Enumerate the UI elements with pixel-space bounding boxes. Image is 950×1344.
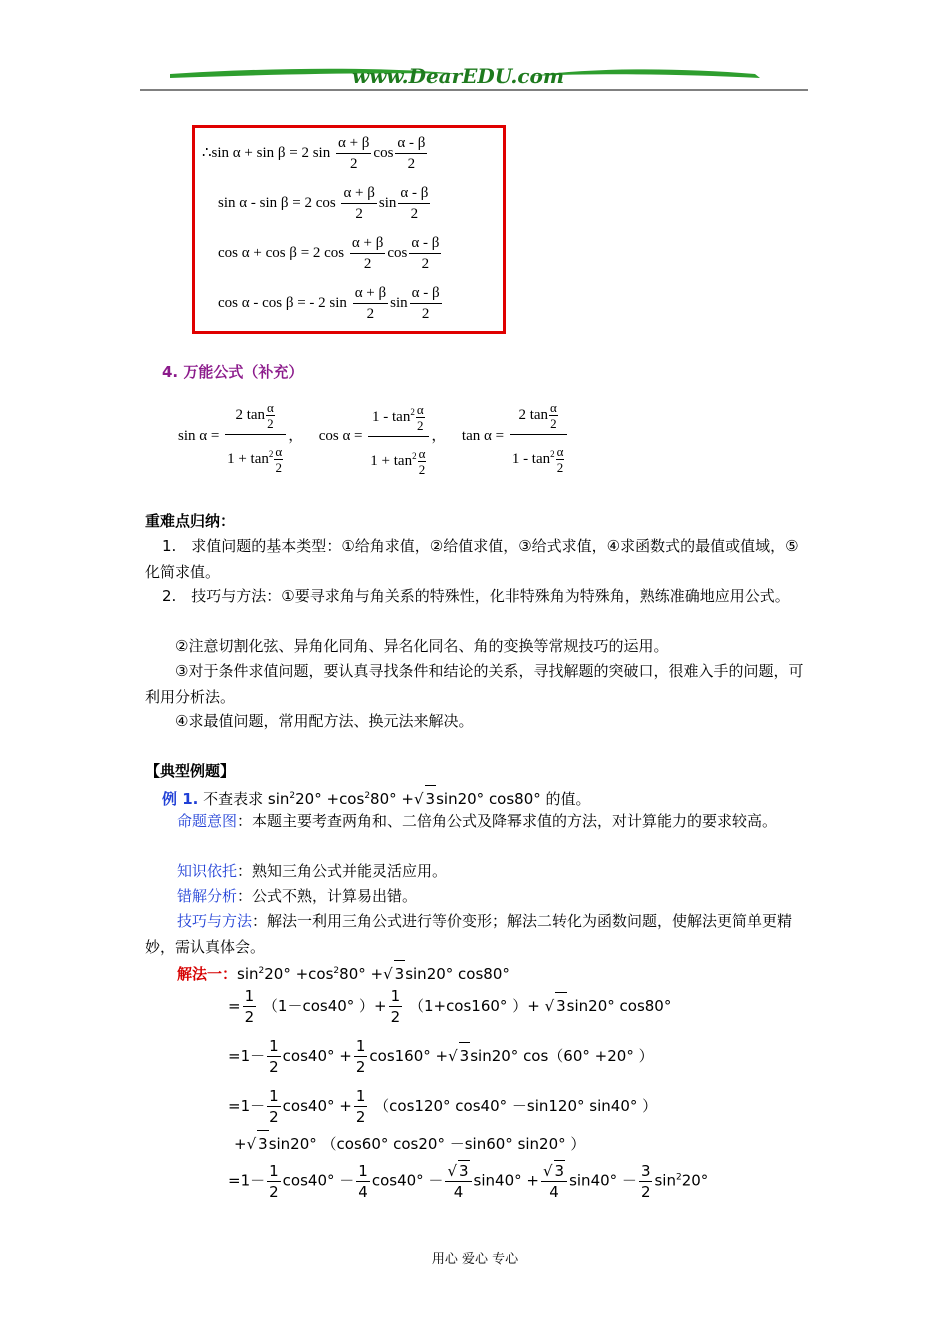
step-1-eq: = [228, 997, 241, 1015]
step-5-a: cos40° － [282, 1171, 355, 1190]
two: 2 [550, 415, 557, 431]
frac-num: α - β [410, 283, 442, 304]
frac-den: 2 [390, 1008, 401, 1026]
sqrt-sign: √ [447, 1162, 457, 1180]
frac-num: 1 [244, 987, 255, 1005]
box-row-1-mid: cos [373, 144, 394, 161]
alpha: α [416, 402, 424, 418]
difficulty-point-4 [145, 658, 809, 710]
frac-num: 1 [358, 1161, 368, 1180]
box-row-4 [218, 283, 444, 324]
frac-num: 1 [355, 1037, 366, 1055]
step-5-eq: =1－ [228, 1171, 266, 1190]
square-exponent: 2 [410, 407, 415, 417]
tan-denominator: 1 - tan [511, 450, 551, 467]
frac-den: 2 [269, 1182, 279, 1201]
frac-den: 2 [355, 1108, 366, 1126]
difficulty-point-3: ②注意切割化弦、异角化同角、异名化同名、角的变换等常规技巧的运用。 [175, 637, 669, 655]
basis-text: ：熟知三角公式并能灵活应用。 [237, 862, 448, 880]
two: 2 [418, 462, 426, 478]
tan-numerator: 2 tan [518, 406, 549, 423]
frac-num: α - β [398, 183, 430, 204]
square-exponent: 2 [364, 791, 371, 801]
sqrt-radicand: 3 [555, 992, 567, 1019]
sqrt-sign: √ [542, 1162, 553, 1180]
square-exponent: 2 [550, 448, 555, 459]
frac-den: 2 [421, 306, 430, 322]
square-exponent: 2 [675, 1172, 682, 1183]
difficulty-point-4-text: ③对于条件求值问题，要认真寻找条件和结论的关系，寻找解题的突破口，很难入手的问题，可利用分析法。 [145, 662, 804, 706]
frac-den: 2 [269, 1058, 279, 1076]
ex1-text-b: 20° +cos [295, 790, 365, 808]
box-row-3-mid: cos [387, 244, 408, 261]
frac-num: 1 [355, 1087, 366, 1105]
site-logo-text: www.DearEDU.com [352, 64, 565, 88]
box-row-2 [218, 183, 432, 224]
step-4 [234, 1130, 585, 1157]
step-1-b: （1+cos160° ）+ [408, 997, 540, 1015]
box-row-2-lead: sin α - sin β = 2 cos [218, 194, 336, 211]
method-label: 技巧与方法 [177, 912, 253, 930]
method-text: ：解法一利用三角公式进行等价变形；解法二转化为函数问题，使解法更简单更精妙，需认真体会。 [145, 912, 793, 956]
universal-formulas [178, 393, 569, 480]
sqrt-sign: √ [544, 997, 555, 1015]
alpha: α [550, 399, 557, 415]
step-4-a: + [234, 1135, 247, 1153]
box-row-4-mid: sin [390, 294, 408, 311]
frac-num: α + β [336, 133, 371, 154]
frac-num: 1 [269, 1087, 279, 1105]
difficulty-heading: 重难点归纳： [145, 512, 236, 530]
basis-label: 知识依托 [177, 862, 238, 880]
sqrt-sign: √ [448, 1047, 458, 1065]
alpha: α [556, 443, 564, 459]
step-3 [228, 1086, 657, 1127]
step-4-b: sin20° （cos60° cos20° －sin60° sin20° ） [268, 1135, 586, 1153]
frac-num: α + β [353, 283, 388, 304]
ex1-text-c: 80° + [370, 790, 414, 808]
frac-den: 2 [407, 156, 416, 172]
box-row-1-lead: ∴sin α + sin β = 2 sin [202, 144, 331, 161]
error-paragraph [177, 883, 417, 909]
step-5-e: sin [654, 1171, 676, 1190]
alpha: α [267, 399, 274, 415]
footer-text: 用心 爱心 专心 [431, 1252, 519, 1267]
right-swoosh [530, 69, 760, 78]
error-label: 错解分析 [177, 887, 238, 905]
sol1-expr-b: 20° +cos [264, 965, 334, 983]
intent-text: ：本题主要考查两角和、二倍角公式及降幂求值的方法，对计算能力的要求较高。 [237, 812, 778, 830]
sin-numerator: 2 tan [235, 406, 266, 423]
sol1-expr-c: 80° + [339, 965, 384, 983]
frac-den: 4 [453, 1183, 464, 1201]
difficulty-point-2-text: 2. 技巧与方法：①要寻求角与角关系的特殊性，化非特殊角为特殊角，熟练准确地应用公式。 [162, 587, 790, 605]
frac-num: α + β [341, 183, 376, 204]
ex1-text-a: 不查表求 sin [203, 790, 290, 808]
frac-num: α - β [395, 133, 427, 154]
two: 2 [417, 418, 424, 434]
sin-denominator: 1 + tan [227, 450, 269, 467]
frac-num: 1 [269, 1037, 279, 1055]
frac-num: 1 [269, 1161, 279, 1180]
box-row-3 [218, 233, 443, 274]
square-exponent: 2 [258, 966, 265, 976]
sqrt-radicand: 3 [257, 1130, 269, 1157]
step-3-a: cos40° + [282, 1097, 352, 1115]
sqrt-radicand: 3 [459, 1042, 471, 1069]
step-1-a: （1－cos40° ）+ [262, 997, 387, 1015]
step-2-c: sin20° cos（60° +20° ） [470, 1047, 654, 1065]
frac-num: 3 [640, 1161, 651, 1180]
frac-num: α + β [350, 233, 385, 254]
solution-1-line [177, 958, 510, 987]
frac-den: 4 [549, 1183, 559, 1201]
box-row-3-lead: cos α + cos β = 2 cos [218, 244, 345, 261]
cos-numerator: 1 - tan [372, 409, 411, 425]
square-exponent: 2 [333, 966, 340, 976]
error-text: ：公式不熟，计算易出错。 [237, 887, 418, 905]
sqrt-sign: √ [383, 965, 393, 983]
frac-den: 2 [421, 256, 430, 272]
examples-heading: 【典型例题】 [145, 762, 236, 780]
box-row-2-mid: sin [378, 194, 397, 211]
difficulty-point-5: ④求最值问题，常用配方法、换元法来解决。 [175, 712, 474, 730]
solution-1-label: 解法一： [177, 965, 238, 983]
alpha: α [275, 443, 283, 459]
step-1 [228, 986, 671, 1027]
frac-den: 2 [355, 206, 363, 222]
method-paragraph [145, 908, 809, 960]
step-2-eq: =1－ [228, 1047, 266, 1065]
sin-lhs: sin α = [178, 427, 220, 444]
step-1-c: sin20° cos80° [566, 997, 672, 1015]
frac-den: 2 [410, 206, 419, 222]
sqrt-radicand: 3 [459, 1162, 469, 1180]
intent-paragraph [145, 808, 809, 834]
alpha: α [418, 446, 426, 462]
box-row-1 [202, 133, 429, 174]
frac-den: 2 [366, 306, 375, 322]
frac-den: 2 [349, 156, 358, 172]
step-3-b: （cos120° cos40° －sin120° sin40° ） [374, 1097, 658, 1115]
sol1-expr-d: sin20° cos80° [405, 965, 510, 983]
frac-den: 2 [269, 1108, 279, 1126]
comma: ， [431, 427, 447, 444]
square-exponent: 2 [289, 791, 296, 801]
comma: ， [288, 427, 304, 444]
box-row-4-lead: cos α - cos β = - 2 sin [218, 294, 347, 311]
sqrt-sign: √ [246, 1135, 257, 1153]
step-2-a: cos40° + [282, 1047, 352, 1065]
frac-den: 2 [363, 256, 372, 272]
step-5-c: sin40° + [473, 1171, 539, 1190]
ex1-text-d: sin20° cos80° 的值。 [436, 790, 591, 808]
step-3-eq: =1－ [228, 1097, 266, 1115]
two: 2 [556, 459, 564, 475]
cos-denominator: 1 + tan [370, 453, 413, 469]
frac-den: 2 [640, 1182, 651, 1201]
basis-paragraph [177, 858, 447, 884]
section-4-title: 4. 万能公式（补充） [162, 363, 304, 381]
sqrt-radicand: 3 [394, 960, 406, 987]
two: 2 [275, 459, 283, 475]
step-2 [228, 1036, 654, 1077]
square-exponent: 2 [268, 448, 274, 459]
step-2-b: cos160° + [369, 1047, 449, 1065]
step-5-d: sin40° － [569, 1171, 637, 1190]
frac-num: α - β [409, 233, 441, 254]
frac-den: 2 [244, 1008, 255, 1026]
step-5-b: cos40° － [371, 1171, 444, 1190]
frac-den: 2 [355, 1058, 366, 1076]
frac-den: 4 [358, 1182, 368, 1201]
example-1-label: 例 1. [162, 790, 199, 808]
intent-label: 命题意图 [177, 812, 238, 830]
sqrt-sign: √ [413, 790, 424, 808]
sqrt-radicand: 3 [425, 785, 437, 812]
frac-num: 1 [390, 987, 401, 1005]
cos-lhs: cos α = [318, 427, 363, 444]
sqrt-radicand: 3 [554, 1162, 565, 1180]
sol1-expr-a: sin [237, 965, 259, 983]
difficulty-point-1 [145, 533, 809, 585]
difficulty-point-2 [145, 583, 809, 609]
square-exponent: 2 [412, 451, 417, 461]
step-5-f: 20° [681, 1171, 709, 1190]
tan-lhs: tan α = [461, 427, 505, 444]
step-5 [228, 1160, 708, 1202]
two: 2 [267, 415, 274, 431]
difficulty-point-1-text: 1. 求值问题的基本类型：①给角求值，②给值求值，③给式求值，④求函数式的最值或值域，⑤化简求值。 [145, 537, 799, 581]
